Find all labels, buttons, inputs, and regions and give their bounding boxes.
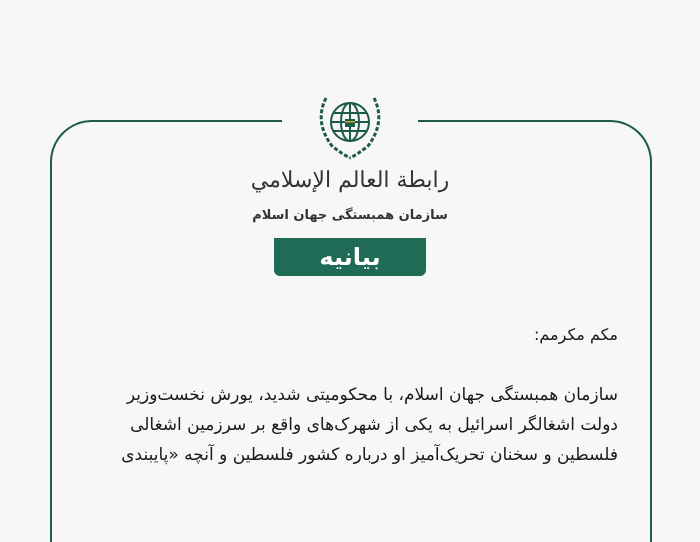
letter-body [86, 380, 618, 470]
globe-laurel-emblem-icon [312, 86, 388, 162]
logo-persian-text: سازمان همبستگی جهان اسلام [252, 208, 448, 223]
salutation: مکم مکرمم: [534, 325, 618, 344]
body-line: سازمان همبستگی جهان اسلام، با محکومیتی شدید، یورش نخست‌وزیر [126, 385, 618, 405]
logo-arabic-text: رابطة العالم الإسلامي [250, 168, 450, 193]
body-line: دولت اشغالگر اسرائیل به یکی از شهرک‌های واقع بر سرزمین اشغالی [130, 415, 618, 435]
statement-badge: بیانیه [274, 238, 426, 276]
body-line: فلسطین و سخنان تحریک‌آمیز او درباره کشور فلسطین و آنچه «پایبندی [121, 445, 618, 465]
